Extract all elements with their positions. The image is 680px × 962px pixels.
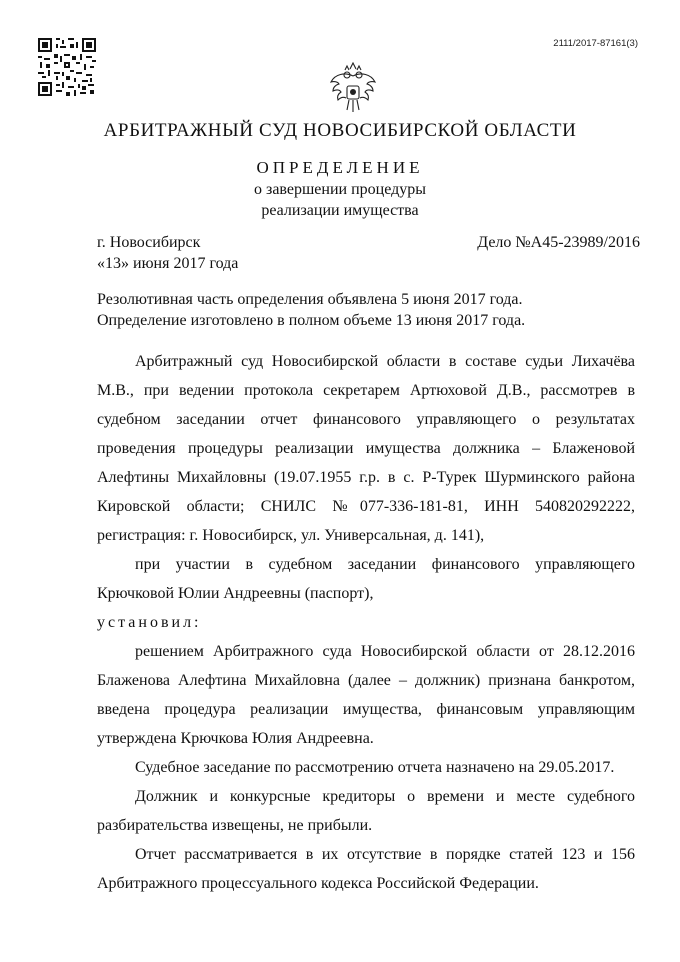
case-number: Дело №А45-23989/2016 <box>477 234 640 251</box>
announcement-line: Определение изготовлено в полном объеме 13 июня 2017 года. <box>97 312 526 329</box>
announcement <box>97 289 642 331</box>
paragraph-review: Отчет рассматривается в их отсутствие в порядке статей 123 и 156 Арбитражного процессуального кодекса Российской Федерации. <box>97 846 635 892</box>
heading-established: установил: <box>97 614 202 631</box>
place: г. Новосибирск <box>97 234 201 251</box>
document-body <box>97 347 635 898</box>
paragraph-hearing-date: Судебное заседание по рассмотрению отчета назначено на 29.05.2017. <box>135 759 615 776</box>
announcement-line: Резолютивная часть определения объявлена 5 июня 2017 года. <box>97 291 523 308</box>
subtitle-line-1: о завершении процедуры <box>254 181 426 198</box>
paragraph-participants: при участии в судебном заседании финансового управляющего Крючковой Юлии Андреевны (паспорт), <box>97 556 635 602</box>
paragraph-notification: Должник и конкурсные кредиторы о времени и месте судебного разбирательства извещены, не прибыли. <box>97 788 635 834</box>
paragraph-bankruptcy-decision: решением Арбитражного суда Новосибирской области от 28.12.2016 Блаженова Алефтина Михайловна (далее – должник) признана банкротом, введена процедура реализации имущества, финансовым управляющим утверждена Крючкова Юлия Андреевна. <box>97 643 635 747</box>
qr-code-icon <box>38 38 96 96</box>
document-number: 2111/2017-87161(3) <box>553 38 638 49</box>
document-title: ОПРЕДЕЛЕНИЕ <box>256 158 424 177</box>
court-name: АРБИТРАЖНЫЙ СУД НОВОСИБИРСКОЙ ОБЛАСТИ <box>103 120 577 141</box>
document-subtitle <box>0 179 680 221</box>
coat-of-arms-icon <box>325 62 381 118</box>
paragraph-court-composition: Арбитражный суд Новосибирской области в составе судьи Лихачёва М.В., при ведении протокола секретарем Артюховой Д.В., рассмотрев в судебном заседании отчет финансового управляющего о результатах проведения процедуры реализации имущества должника – Блаженовой Алефтины Михайловны (19.07.1955 г.р. в с. Р-Турек Шурминского района Кировской области; СНИЛС №077-336-181-81, ИНН 540820292222, регистрация: г. Новосибирск, ул. Универсальная, д. 141), <box>97 353 635 544</box>
document-date: «13» июня 2017 года <box>97 255 239 272</box>
subtitle-line-2: реализации имущества <box>261 202 419 219</box>
